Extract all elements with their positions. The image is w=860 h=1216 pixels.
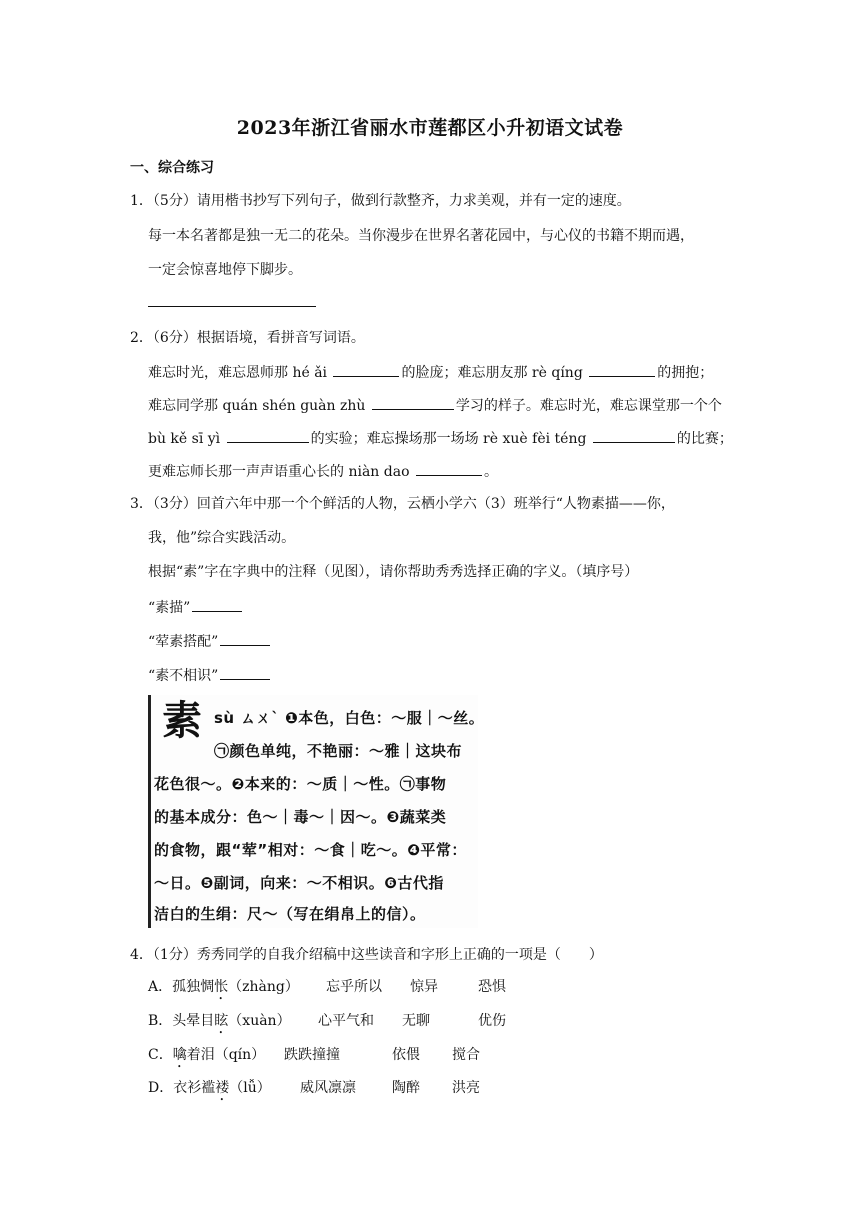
- q1-text-line1: 每一本名著都是独一无二的花朵。当你漫步在世界名著花园中，与心仪的书籍不期而遇，: [148, 228, 694, 244]
- option-pinyin: （xuàn）: [228, 1013, 291, 1029]
- q1-stem: 1．（5分）请用楷书抄写下列句子，做到行款整齐，力求美观，并有一定的速度。: [130, 193, 631, 209]
- option-word: 威风凛凛: [300, 1080, 356, 1096]
- option-pinyin: （qín）: [214, 1047, 266, 1063]
- q4-option-d[interactable]: [148, 1078, 480, 1104]
- option-word: 跌跌撞撞: [284, 1047, 340, 1063]
- q2-line3: [148, 427, 733, 449]
- q4-option-a[interactable]: [148, 977, 506, 1003]
- q3-stem-line2: 我，他”综合实践活动。: [148, 530, 296, 546]
- q3-item-3: [148, 664, 272, 686]
- page-title: 2023年浙江省丽水市莲都区小升初语文试卷: [236, 117, 624, 139]
- option-word: 优伤: [478, 1013, 506, 1029]
- answer-blank[interactable]: [372, 394, 454, 410]
- q3-instruction: 根据“素”字在字典中的注释（见图），请你帮助秀秀选择正确的字义。（填序号）: [148, 564, 639, 580]
- q1-answer-line[interactable]: [148, 290, 316, 307]
- answer-blank[interactable]: [192, 596, 242, 612]
- q2-text: 学习的样子。难忘时光，难忘课堂那一个个: [455, 398, 722, 414]
- q4-option-b[interactable]: [148, 1011, 506, 1037]
- q2-line1: [148, 361, 713, 383]
- option-word: 惊异: [410, 979, 438, 995]
- q2-line2: [148, 394, 722, 416]
- dictionary-headword: 素: [162, 697, 202, 744]
- dictionary-line: ㉠颜色单纯，不艳丽：～雅｜这块布: [214, 742, 463, 760]
- q2-text: 的脸庞；难忘朋友那 rè qíng: [401, 365, 588, 381]
- option-dotted-char: 眩: [214, 1013, 229, 1029]
- q2-text: 。: [483, 464, 498, 480]
- option-word: 无聊: [402, 1013, 430, 1029]
- option-text: D．衣衫褴: [148, 1080, 216, 1096]
- q2-stem: 2．（6分）根据语境，看拼音写词语。: [130, 330, 365, 346]
- q2-text: 难忘同学那 quán shén guàn zhù: [148, 398, 370, 414]
- dictionary-line: ～日。❺副词，向来：～不相识。❻古代指: [154, 874, 444, 892]
- q2-text: bù kě sī yì: [148, 431, 225, 447]
- option-word: 心平气和: [318, 1013, 374, 1029]
- dictionary-line: sù ㄙㄨˋ ❶本色，白色：～服｜～丝。: [214, 709, 485, 727]
- section-heading: 一、综合练习: [130, 160, 214, 176]
- dictionary-entry-image: [148, 695, 485, 928]
- dictionary-line: 洁白的生绢：尺～（写在绢帛上的信）。: [154, 905, 426, 923]
- answer-blank[interactable]: [416, 460, 482, 476]
- dictionary-line: 的食物，跟“荤”相对：～食｜吃～。❹平常：: [154, 841, 467, 859]
- option-text: 着泪: [186, 1047, 215, 1063]
- q3-item-label: “荤素搭配”: [148, 634, 219, 650]
- q2-text: 的比赛；: [676, 431, 733, 447]
- dictionary-line: 花色很～。❷本来的：～质｜～性。㉠事物: [154, 775, 447, 793]
- q3-item-2: [148, 630, 272, 652]
- q3-item-1: [148, 596, 244, 618]
- answer-blank[interactable]: [227, 427, 309, 443]
- q4-stem: 4．（1分）秀秀同学的自我介绍稿中这些读音和字形上正确的一项是（ ）: [130, 947, 603, 963]
- q2-line4: [148, 460, 498, 482]
- option-word: 恐惧: [478, 979, 506, 995]
- option-word: 陶醉: [392, 1080, 420, 1096]
- image-left-border: [148, 695, 151, 928]
- q2-text: 的拥抱；: [657, 365, 714, 381]
- answer-blank[interactable]: [333, 361, 399, 377]
- option-dotted-char: 褛: [215, 1080, 230, 1096]
- option-word: 忘乎所以: [326, 979, 382, 995]
- answer-blank[interactable]: [220, 664, 270, 680]
- q4-option-c[interactable]: [148, 1045, 480, 1071]
- option-pinyin: （zhàng）: [228, 979, 299, 995]
- answer-blank[interactable]: [220, 630, 270, 646]
- option-dotted-char: 怅: [214, 979, 229, 995]
- q3-stem-line1: 3．（3分）回首六年中那一个个鲜活的人物，云栖小学六（3）班举行“人物素描——你，: [130, 496, 675, 512]
- q3-item-label: “素不相识”: [148, 668, 219, 684]
- answer-blank[interactable]: [589, 361, 655, 377]
- option-dotted-char: 噙: [172, 1047, 187, 1063]
- q3-item-label: “素描”: [148, 600, 191, 616]
- option-text: C．: [148, 1047, 173, 1063]
- option-text: B．头晕目: [148, 1013, 215, 1029]
- answer-blank[interactable]: [593, 427, 675, 443]
- q2-text: 的实验；难忘操场那一场场 rè xuè fèi téng: [310, 431, 591, 447]
- option-text: A．孤独惆: [148, 979, 215, 995]
- q2-text: 更难忘师长那一声声语重心长的 niàn dao: [148, 464, 414, 480]
- q1-text-line2: 一定会惊喜地停下脚步。: [148, 262, 302, 278]
- option-word: 搅合: [452, 1047, 480, 1063]
- option-pinyin: （lǚ）: [229, 1080, 271, 1096]
- option-word: 依偎: [392, 1047, 420, 1063]
- dictionary-line: 的基本成分：色～｜毒～｜因～。❸蔬菜类: [154, 808, 447, 826]
- q2-text: 难忘时光，难忘恩师那 hé ǎi: [148, 365, 332, 381]
- option-word: 洪亮: [452, 1080, 480, 1096]
